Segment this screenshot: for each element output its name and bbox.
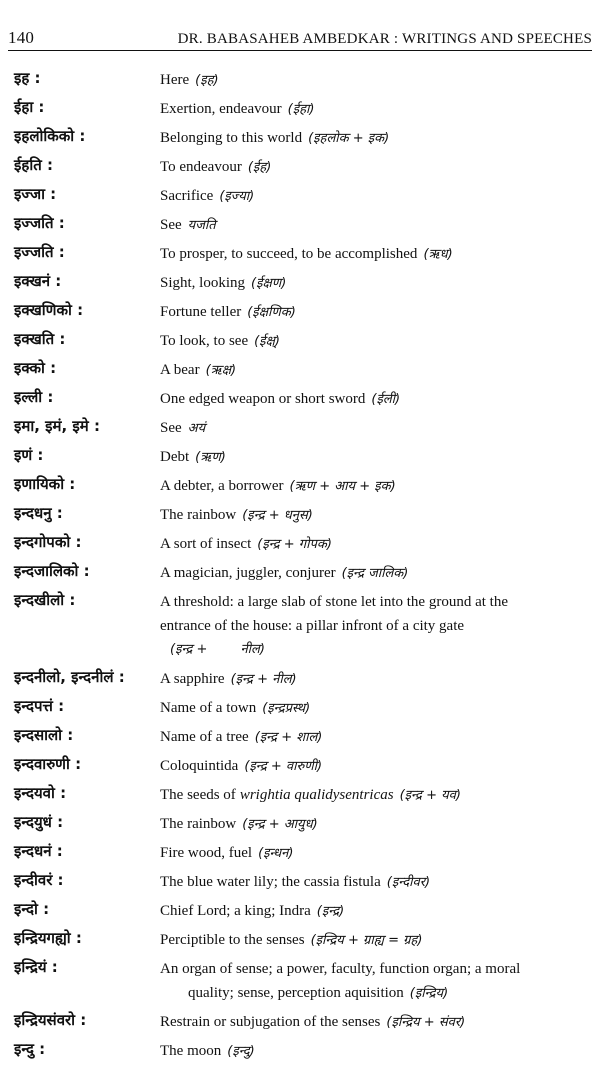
- entry-headword: इन्दयुधं :: [14, 813, 64, 831]
- entry-definition: [160, 590, 592, 662]
- entry-etymology: (ईहा): [287, 102, 315, 117]
- definition-text: A magician, juggler, conjurer: [160, 565, 336, 581]
- entry-headword: इक्को :: [14, 359, 57, 377]
- entry-headword: इहलोकिको :: [14, 127, 86, 145]
- entry-definition: [160, 184, 592, 209]
- definition-text: Here: [160, 72, 190, 88]
- entry-etymology: (इन्द्रप्रस्थ): [262, 701, 311, 716]
- entry-headword: इन्दधनु :: [14, 504, 63, 522]
- entry-etymology: (ईक्षणिक): [247, 305, 296, 320]
- entry-headword: इन्द्रियसंवरो :: [14, 1011, 87, 1029]
- definition-text: A sapphire: [160, 671, 225, 687]
- definition-text: A threshold: a large slab of stone let into the ground at the: [160, 594, 508, 610]
- entry-headword: इज्जति :: [14, 214, 65, 232]
- entry-headword: इज्जति :: [14, 243, 65, 261]
- entry-definition: [160, 667, 592, 692]
- entry-headword: इणं :: [14, 446, 44, 464]
- entry-headword: इन्दखीलो :: [14, 591, 76, 609]
- entry-definition: [160, 899, 592, 924]
- entry-headword: इन्दु :: [14, 1040, 46, 1058]
- continuation-etymology: (इन्द्रिय): [409, 986, 449, 1001]
- entry-definition: [160, 1039, 592, 1064]
- entry-etymology: (इन्द्र + नील): [230, 672, 297, 687]
- entry-etymology: (इन्द्रिय + संवर): [386, 1015, 466, 1030]
- definition-text: Fortune teller: [160, 304, 242, 320]
- entry-headword: इक्खणिको :: [14, 301, 84, 319]
- definition-text: Sacrifice: [160, 188, 214, 204]
- definition-text: Name of a town: [160, 700, 257, 716]
- definition-text: To look, to see: [160, 333, 249, 349]
- definition-text: Sight, looking: [160, 275, 246, 291]
- entry-etymology: (इन्द्र + शाल): [254, 730, 323, 745]
- definition-text: Exertion, endeavour: [160, 101, 282, 117]
- entry-definition: [160, 97, 592, 122]
- entry-definition: [160, 928, 592, 953]
- entry-headword: इक्खति :: [14, 330, 66, 348]
- entry-definition: [160, 445, 592, 470]
- entry-headword: इन्दयवो :: [14, 784, 67, 802]
- definition-text: The rainbow: [160, 507, 237, 523]
- entry-headword: इन्दसालो :: [14, 726, 74, 744]
- definition-continuation: [160, 614, 592, 638]
- entry-etymology: (इन्द्र + यव): [399, 788, 461, 803]
- entry-headword: ईहति :: [14, 156, 53, 174]
- entry-headword: इणायिको :: [14, 475, 76, 493]
- entry-headword: इल्ली :: [14, 388, 54, 406]
- entry-definition: [160, 126, 592, 151]
- entry-headword: इन्दनीलो, इन्दनीलं :: [14, 668, 125, 686]
- entry-definition: [160, 271, 592, 296]
- entry-etymology: यजति: [187, 218, 216, 233]
- entry-definition: [160, 561, 592, 586]
- entry-etymology: (इन्द्र जालिक): [341, 566, 409, 581]
- entry-etymology: (इन्द्र): [316, 904, 345, 919]
- entry-definition: [160, 783, 592, 808]
- definition-italic-phrase: wrightia qualidysentricas: [239, 787, 394, 803]
- entry-definition: [160, 213, 592, 238]
- definition-text: Perciptible to the senses: [160, 932, 305, 948]
- entry-headword: इन्दधनं :: [14, 842, 63, 860]
- entry-etymology: (इन्दु): [227, 1044, 255, 1059]
- entry-headword: इह :: [14, 69, 41, 87]
- entry-etymology: (इन्द्रिय + ग्राह्य = ग्रह): [310, 933, 423, 948]
- entry-definition: [160, 532, 592, 557]
- definition-text: Name of a tree: [160, 729, 249, 745]
- entry-definition: [160, 416, 592, 441]
- entry-etymology: (ऋक्ष): [205, 363, 237, 378]
- entry-definition: [160, 329, 592, 354]
- entry-etymology: (इन्द्र + आयुध): [242, 817, 318, 832]
- definition-text: See: [160, 420, 182, 436]
- page-number: 140: [8, 28, 35, 47]
- definition-text: Restrain or subjugation of the senses: [160, 1014, 381, 1030]
- entry-definition: [160, 870, 592, 895]
- entry-definition: [160, 68, 592, 93]
- entry-etymology: (इह): [195, 73, 219, 88]
- entry-definition: [160, 387, 592, 412]
- entry-headword: इन्दो :: [14, 900, 50, 918]
- entry-definition: [160, 358, 592, 383]
- entry-headword: इन्दवारुणी :: [14, 755, 82, 773]
- running-title: DR. BABASAHEB AMBEDKAR : WRITINGS AND SPEECHES: [177, 31, 592, 47]
- entry-definition: [160, 300, 592, 325]
- entry-etymology: (इन्धन): [258, 846, 294, 861]
- entry-headword: इन्दपत्तं :: [14, 697, 65, 715]
- definition-text: The moon: [160, 1043, 222, 1059]
- entry-definition: [160, 474, 592, 499]
- definition-text: Fire wood, fuel: [160, 845, 253, 861]
- definition-text: See: [160, 217, 182, 233]
- entry-etymology: (ईली): [371, 392, 401, 407]
- entry-headword: इमा, इमं, इमे :: [14, 417, 100, 435]
- entry-definition: [160, 754, 592, 779]
- definition-text: An organ of sense; a power, faculty, function organ; a moral: [160, 961, 521, 977]
- continuation-text: quality; sense, perception aquisition: [188, 985, 404, 1001]
- entry-headword: इन्दीवरं :: [14, 871, 64, 889]
- page-header: [8, 22, 592, 48]
- definition-text: A sort of insect: [160, 536, 252, 552]
- definition-text: Coloquintida: [160, 758, 239, 774]
- definition-text: To endeavour: [160, 159, 242, 175]
- entry-headword: इन्दगोपको :: [14, 533, 82, 551]
- definition-text: Chief Lord; a king; Indra: [160, 903, 311, 919]
- definition-text: The rainbow: [160, 816, 237, 832]
- entry-definition: [160, 155, 592, 180]
- definition-text: A bear: [160, 362, 200, 378]
- entry-definition: [160, 1010, 592, 1035]
- entry-headword: इन्द्रियगह्यो :: [14, 929, 82, 947]
- entry-definition: [160, 957, 592, 1006]
- entry-etymology: (ईह): [247, 160, 272, 175]
- entry-headword: इक्खनं :: [14, 272, 62, 290]
- entry-etymology: (इन्द्र + वारुणी): [244, 759, 323, 774]
- definition-text: The blue water lily; the cassia fistula: [160, 874, 381, 890]
- definition-text: One edged weapon or short sword: [160, 391, 366, 407]
- continuation-text: entrance of the house: a pillar infront of a city gate: [160, 618, 465, 634]
- definition-text: Debt: [160, 449, 190, 465]
- entry-etymology: (इन्दीवर): [386, 875, 431, 890]
- entry-definition: [160, 725, 592, 750]
- entry-headword: इन्द्रियं :: [14, 958, 58, 976]
- entry-definition: [160, 696, 592, 721]
- definition-text: To prosper, to succeed, to be accomplished: [160, 246, 418, 262]
- entry-etymology: (इहलोक + इक): [308, 131, 390, 146]
- entry-headword: ईहा :: [14, 98, 45, 116]
- definition-text: A debter, a borrower: [160, 478, 284, 494]
- entry-etymology: (इन्द्र + गोपक): [257, 537, 332, 552]
- entry-etymology: (ऋध): [423, 247, 453, 262]
- entry-etymology: (ईक्ष्): [254, 334, 280, 349]
- entry-etymology: (इन्द्र + धनुस): [242, 508, 313, 523]
- entry-etymology: (इन्द्र + नील): [170, 642, 265, 657]
- entry-etymology: (ईक्षण): [251, 276, 287, 291]
- entry-definition: [160, 812, 592, 837]
- entry-headword: इन्दजालिको :: [14, 562, 90, 580]
- entry-definition: [160, 841, 592, 866]
- definition-text: Belonging to this world: [160, 130, 303, 146]
- entry-etymology: (ऋण): [195, 450, 226, 465]
- header-rule: [8, 50, 592, 51]
- entry-headword: इज्जा :: [14, 185, 57, 203]
- entry-definition: [160, 503, 592, 528]
- definition-continuation: [160, 981, 592, 1006]
- entry-etymology: (इज्या): [219, 189, 255, 204]
- entry-definition: [160, 242, 592, 267]
- entry-etymology: अयं: [187, 421, 206, 436]
- definition-text: The seeds of: [160, 787, 236, 803]
- entry-etymology: (ऋण + आय + इक): [289, 479, 396, 494]
